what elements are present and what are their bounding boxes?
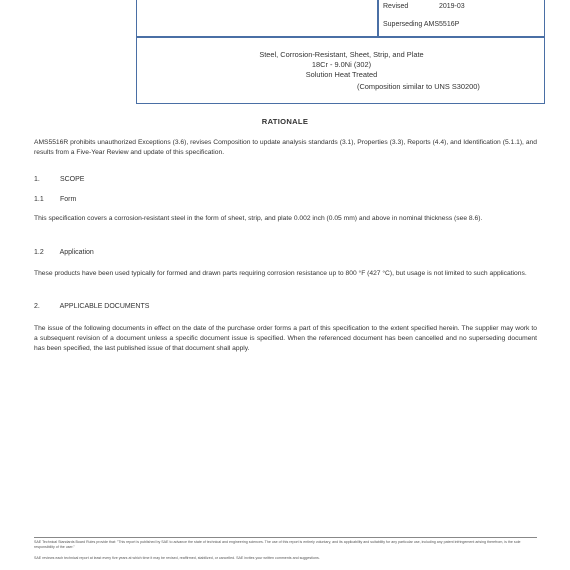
footer-disclaimer: SAE Technical Standards Board Rules provide that: "This report is published by SAE to advance the state of technical and engineering sciences. The use of this report is entirely voluntary, and its applicability and suitability for any particular use, including any patent infringement arising therefrom, is the sole responsibility of the user." xyxy=(34,540,521,549)
footer-review-note: SAE reviews each technical report at least every five years at which time it may be revised, reaffirmed, stabilized, or cancelled. SAE invites your written comments and suggestions. xyxy=(34,556,320,560)
section-2-number: 2. xyxy=(34,303,40,310)
section-1-2-text: These products have been used typically for formed and drawn parts requiring corrosion resistance up to 800 °F (427 °C), but usage is not limited to such applications. xyxy=(34,270,527,277)
section-2-title: APPLICABLE DOCUMENTS xyxy=(59,303,150,310)
footer-divider xyxy=(34,537,537,538)
section-1-1-title: Form xyxy=(59,196,77,203)
section-1-1-heading xyxy=(34,196,76,203)
rationale-heading: RATIONALE xyxy=(261,117,309,126)
section-1-2-number: 1.2 xyxy=(34,249,44,256)
header-divider-vertical xyxy=(377,0,379,36)
revised-date: 2019-03 xyxy=(438,3,465,10)
revised-row xyxy=(383,3,465,10)
title-line-2: 18Cr - 9.0Ni (302) xyxy=(311,60,372,69)
section-2-heading xyxy=(34,303,149,310)
section-2-text: The issue of the following documents in effect on the date of the purchase order forms a part of this specification to the extent specified herein. The supplier may work to a subsequent revision of a document unless a specific document issue is specified. When the referenced document has been cancelled and no superseding document has been specified, the last published issue of that document shall apply. xyxy=(34,325,537,353)
section-1-number: 1. xyxy=(34,176,40,183)
superseding-note: Superseding AMS5516P xyxy=(383,21,460,28)
section-1-1-number: 1.1 xyxy=(34,196,44,203)
document-header-box xyxy=(136,0,545,104)
title-line-4: (Composition similar to UNS S30200) xyxy=(357,82,480,91)
section-1-1-text: This specification covers a corrosion-resistant steel in the form of sheet, strip, and plate 0.002 inch (0.05 mm) and above in nominal thickness (see 8.6). xyxy=(34,215,483,222)
section-1-heading xyxy=(34,176,84,183)
section-1-title: SCOPE xyxy=(59,176,85,183)
section-1-2-title: Application xyxy=(59,249,94,256)
title-line-3: Solution Heat Treated xyxy=(305,70,378,79)
title-line-1: Steel, Corrosion-Resistant, Sheet, Strip, and Plate xyxy=(259,50,424,59)
revised-label: Revised xyxy=(383,3,409,10)
section-1-2-heading xyxy=(34,249,94,256)
rationale-text: AMS5516R prohibits unauthorized Exceptions (3.6), revises Composition to update analysis standards (3.1), Properties (3.3), Reports (4.4), and Identification (5.1.1), and results from a Five-Year Review and update of this specification. xyxy=(34,139,537,157)
header-divider-horizontal xyxy=(137,36,544,38)
